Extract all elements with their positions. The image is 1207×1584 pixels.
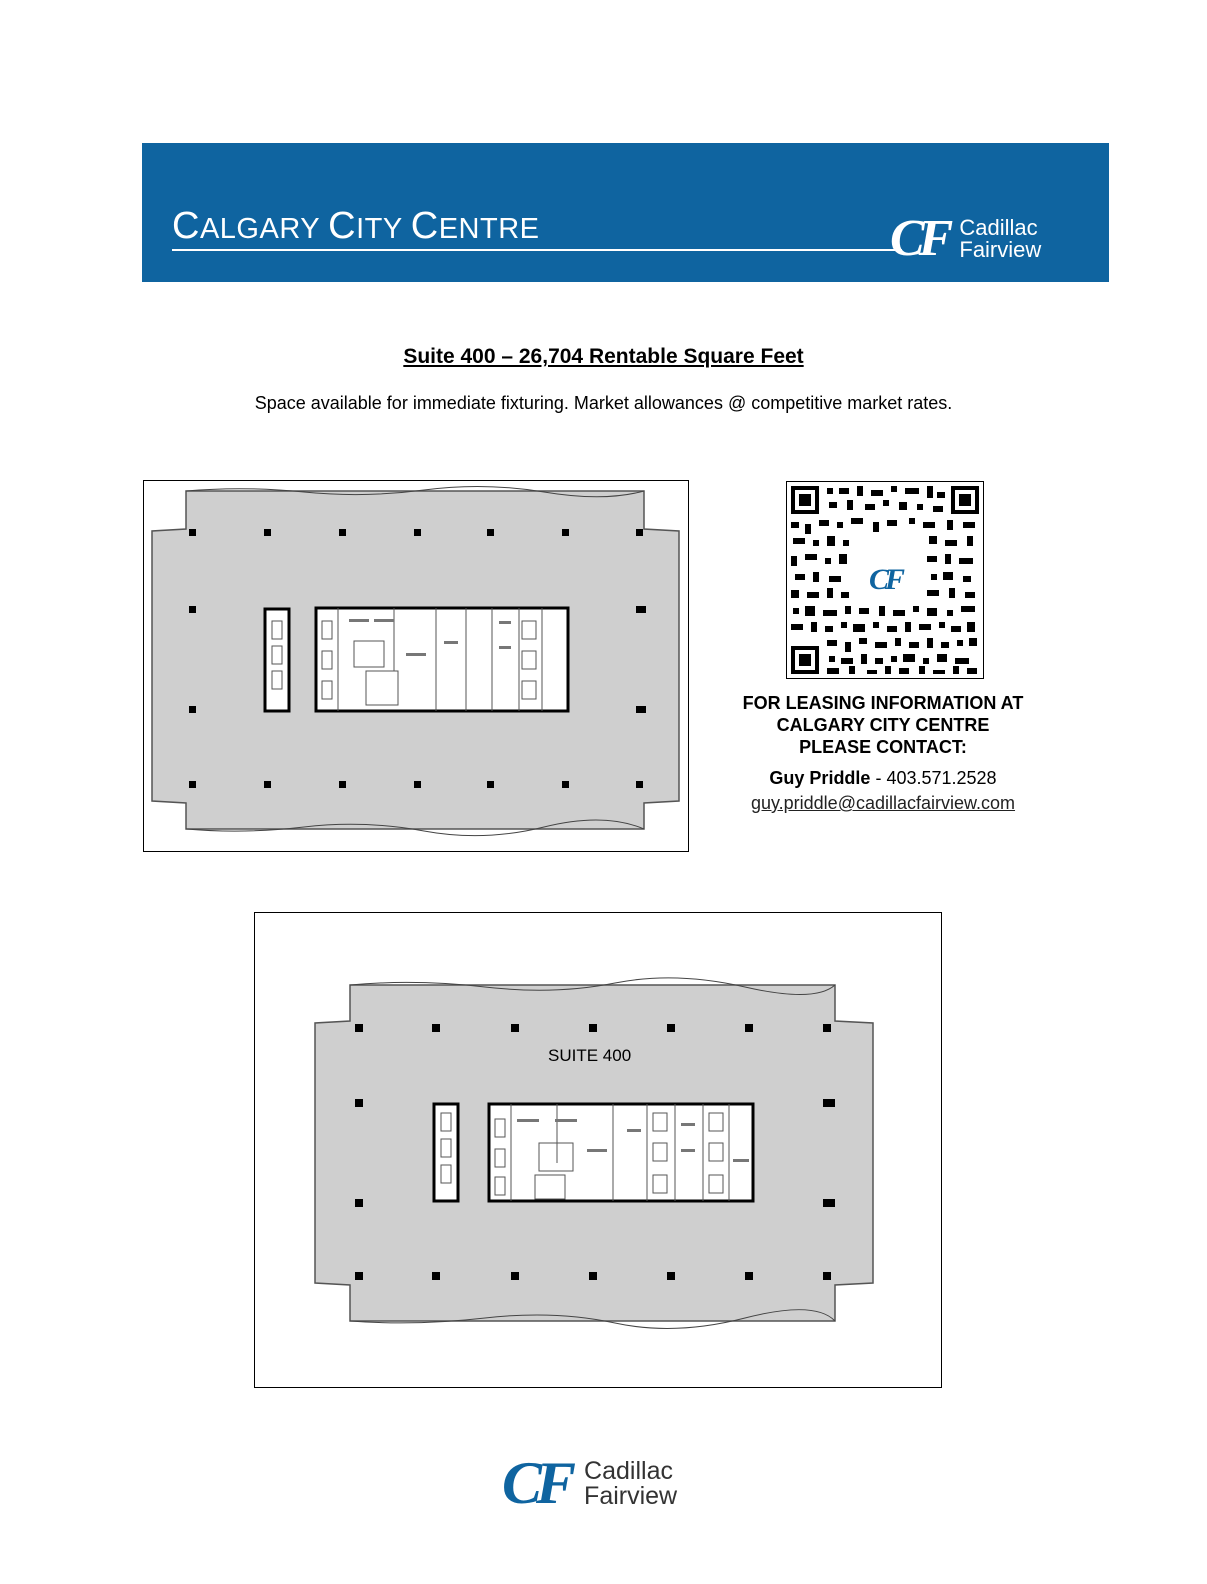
suite-headline: Suite 400 – 26,704 Rentable Square Feet — [403, 345, 804, 368]
title-underline — [172, 249, 902, 251]
footer-cf-logo-mark: CF — [502, 1450, 571, 1516]
floorplan-overview — [143, 480, 689, 852]
qr-cf-badge: CF — [853, 560, 917, 600]
availability-note: Space available for immediate fixturing. Market allowances @ competitive market rates. — [254, 393, 953, 413]
title-initial-1: C — [172, 205, 200, 247]
cf-logo-wordmark — [959, 214, 1042, 262]
title-initial-3: C — [410, 205, 439, 247]
title-initial-2: C — [328, 205, 357, 247]
leasing-contact — [712, 692, 1054, 814]
title-word-3: ENTRE — [438, 213, 540, 245]
floorplan-overview-drawing — [144, 481, 688, 851]
qr-code[interactable] — [786, 481, 984, 679]
contact-email-link[interactable]: guy.priddle@cadillacfairview.com — [750, 793, 1016, 813]
header-banner — [142, 143, 1109, 282]
title-word-2: ITY — [356, 213, 411, 245]
building-title — [172, 205, 539, 248]
contact-person — [712, 768, 1054, 789]
logo-line-1: Cadillac — [959, 214, 1038, 240]
footer-logo-line-2: Fairview — [584, 1481, 678, 1510]
cadillac-fairview-logo — [890, 209, 1041, 268]
logo-line-2: Fairview — [959, 236, 1042, 262]
floorplan-suite-400 — [254, 912, 942, 1388]
footer-logo-line-1: Cadillac — [584, 1456, 673, 1485]
contact-name: Guy Priddle — [769, 768, 871, 788]
suite-label: SUITE 400 — [548, 1046, 632, 1065]
cf-logo-mark: CF — [890, 210, 948, 267]
footer-cadillac-fairview-logo — [502, 1449, 677, 1518]
title-word-1: ALGARY — [199, 213, 329, 245]
footer-cf-wordmark — [584, 1456, 678, 1510]
contact-phone[interactable]: 403.571.2528 — [886, 768, 997, 788]
contact-separator: - — [870, 768, 887, 788]
floorplan-suite-400-drawing — [255, 913, 941, 1387]
contact-heading: FOR LEASING INFORMATION AT CALGARY CITY CENTRE PLEASE CONTACT: — [742, 693, 1024, 757]
